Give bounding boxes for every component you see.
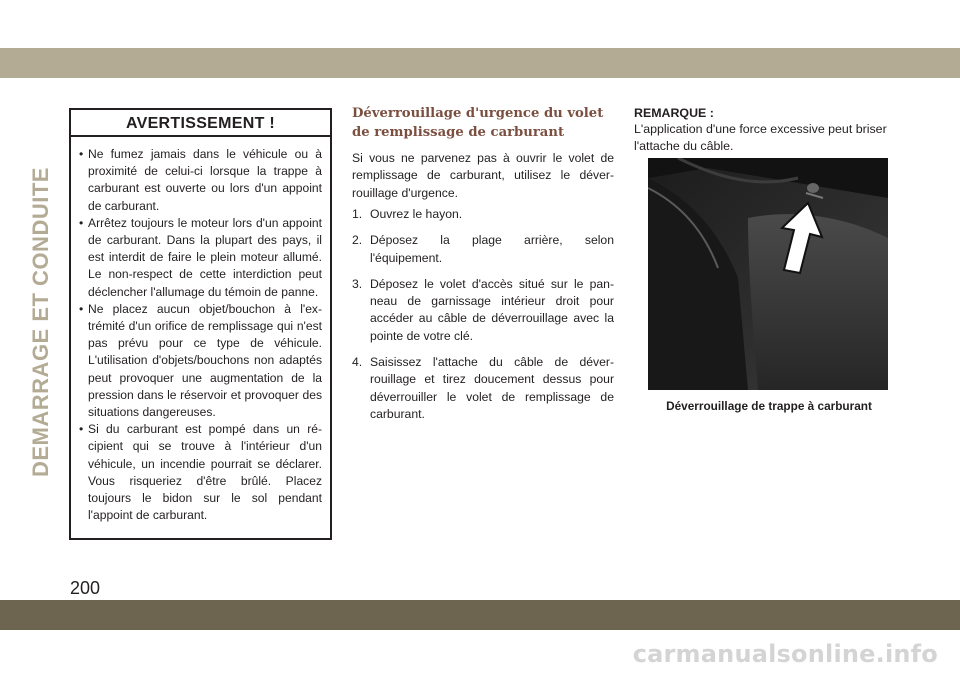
watermark: carmanualsonline.info xyxy=(632,640,938,668)
step-number: 4. xyxy=(352,355,363,370)
footer-band xyxy=(0,600,960,630)
warning-item: • Si du carburant est pompé dans un récipient qui se trouve à l'intérieur d'un véhicule, un incendie pourrait se déclarer. Vous risqueriez d'être brûlé. Placez toujours le bidon sur le sol pendant l'appoint de carburant. xyxy=(79,421,322,524)
step-text: Déposez la plage arrière, selon l'équipement. xyxy=(370,233,614,265)
note-text: L'application d'une force excessive peut briser l'attache du câble. xyxy=(634,122,887,153)
step-item xyxy=(352,354,614,423)
release-clip xyxy=(807,183,819,193)
step-item xyxy=(352,206,614,223)
warning-list xyxy=(71,137,330,524)
step-number: 1. xyxy=(352,207,363,221)
step-number: 3. xyxy=(352,276,363,291)
section-intro: Si vous ne parvenez pas à ouvrir le volet de remplissage de carburant, utilisez le déverrouillage d'urgence. xyxy=(352,151,614,200)
chapter-side-title: DEMARRAGE ET CONDUITE xyxy=(28,167,53,477)
step-item xyxy=(352,276,614,345)
section-heading: Déverrouillage d'urgence du volet de remplissage de carburant xyxy=(352,106,604,140)
warning-title: AVERTISSEMENT ! xyxy=(71,110,330,137)
warning-item: • Ne placez aucun objet/bouchon à l'extrémité d'un orifice de remplissage qui n'est pas prévu pour ce type de véhicule. L'utilisation d'objets/bouchons non adaptés peut provoquer une augmentation de la pression dans le réservoir et provoquer des situations dangereuses. xyxy=(79,301,322,421)
figure-caption: Déverrouillage de trappe à carburant xyxy=(666,399,872,413)
step-text: Déposez le volet d'accès situé sur le panneau de garnissage intérieur droit pour accéder au câble de déverrouillage avec la pointe de votre clé. xyxy=(370,276,614,343)
header-band xyxy=(0,48,960,78)
procedure-steps xyxy=(352,206,614,432)
warning-item: • Arrêtez toujours le moteur lors d'un appoint de carburant. Dans la plupart des pays, il est interdit de faire le plein moteur allumé. Le non-respect de cette interdiction peut déclencher l'allumage du témoin de panne. xyxy=(79,215,322,301)
step-number: 2. xyxy=(352,233,363,248)
warning-box xyxy=(69,108,332,540)
step-text: Saisissez l'attache du câble de déverrouillage et tirez doucement dessus pour déverrouiller le volet de remplissage de carburant. xyxy=(370,355,614,421)
step-item xyxy=(352,232,614,267)
fuel-door-release-photo xyxy=(648,158,888,390)
cargo-area-illustration xyxy=(648,158,888,390)
note-heading: REMARQUE : xyxy=(634,106,714,120)
step-text: Ouvrez le hayon. xyxy=(370,207,463,221)
page-number: 200 xyxy=(70,578,101,598)
warning-item: • Ne fumez jamais dans le véhicule ou à proximité de celui-ci lorsque la trappe à carburant est ouverte ou lors d'un appoint de carburant. xyxy=(79,146,322,215)
